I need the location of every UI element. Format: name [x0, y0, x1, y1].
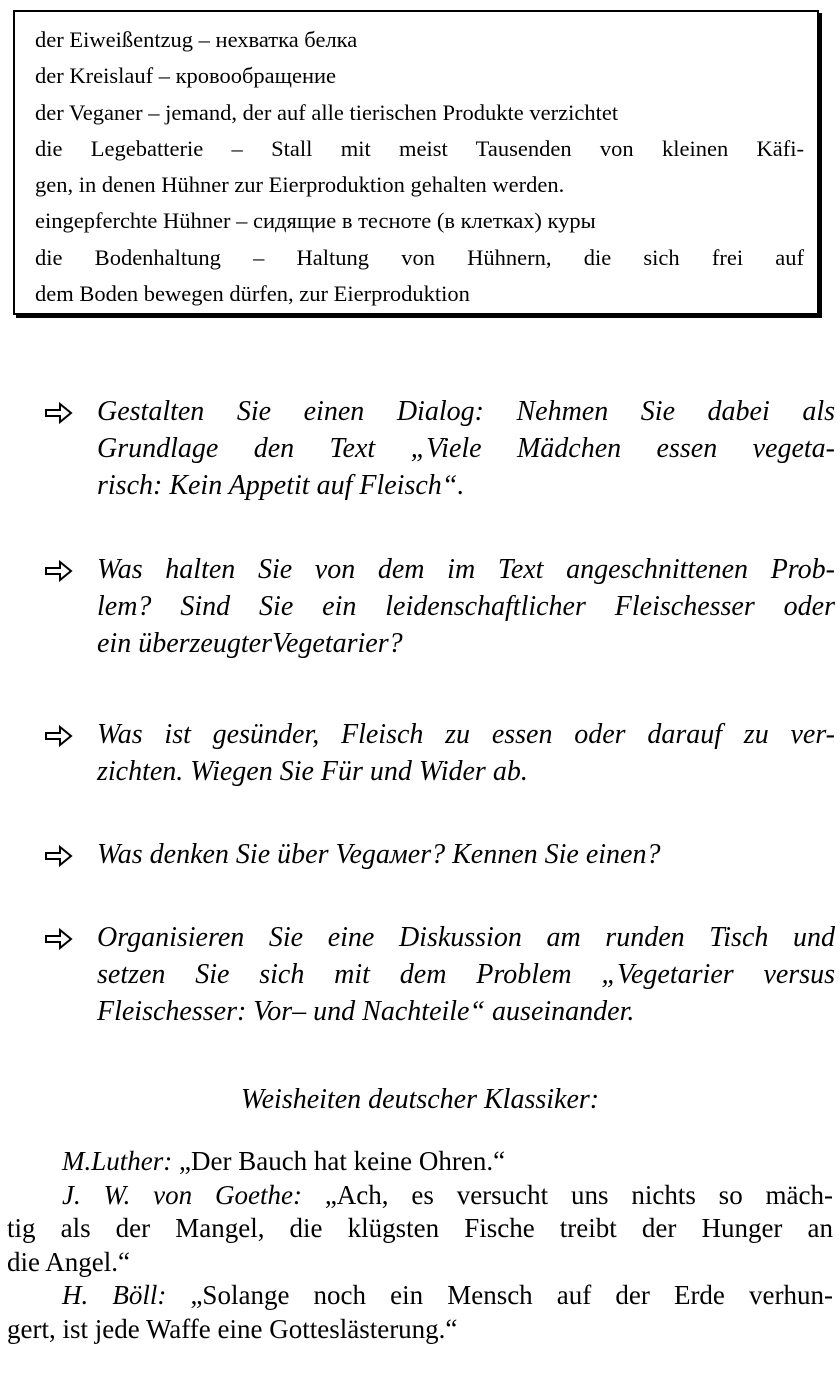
quotes-title: Weisheiten deutscher Klassiker:: [240, 1084, 600, 1115]
glossary-line: die Bodenhaltung – Haltung von Hühnern, die sich frei auf: [35, 244, 804, 270]
task-line: zichten. Wiegen Sie Für und Wider ab.: [97, 756, 528, 787]
quote-author: M.Luther:: [62, 1146, 173, 1176]
task-line: Was ist gesünder, Fleisch zu essen oder darauf zu ver-: [97, 719, 835, 750]
glossary-line: der Kreislauf – кровообращение: [35, 63, 337, 89]
quote-line: [7, 1179, 833, 1213]
task-text: [97, 716, 835, 790]
task-line: Was halten Sie von dem im Text angeschnittenen Prob-: [97, 554, 835, 585]
task-text: [97, 836, 835, 873]
glossary-box: [13, 10, 819, 315]
task-line: ein überzeugterVegetarier?: [97, 628, 403, 659]
quote-line: tig als der Mangel, die klügsten Fische treibt der Hunger an: [7, 1213, 833, 1243]
glossary-line: die Legebatterie – Stall mit meist Tausenden von kleinen Käfi-: [35, 135, 804, 161]
hollow-right-arrow-icon: [44, 401, 74, 425]
quote-line: die Angel.“: [7, 1246, 130, 1277]
quote-line: [7, 1279, 833, 1313]
hollow-right-arrow-icon: [44, 844, 74, 868]
task-line: Fleischesser: Vor– und Nachteile“ auseinander.: [97, 996, 635, 1027]
quote-text: „Solange noch ein Mensch auf der Erde verhun-: [190, 1280, 833, 1310]
task-text: [97, 393, 835, 504]
task-line: Gestalten Sie einen Dialog: Nehmen Sie dabei als: [97, 396, 835, 427]
task-text: [97, 919, 835, 1030]
quote-text: „Der Bauch hat keine Ohren.“: [179, 1146, 506, 1176]
quote-text: „Ach, es versucht uns nichts so mäch-: [324, 1179, 833, 1210]
task-line: Grundlage den Text „Viele Mädchen essen vegeta-: [97, 433, 835, 464]
hollow-right-arrow-icon: [44, 724, 74, 748]
glossary-line: gen, in denen Hühner zur Eierproduktion gehalten werden.: [35, 172, 565, 198]
hollow-right-arrow-icon: [44, 927, 74, 951]
quotes-section: [7, 1145, 833, 1346]
task-line: risch: Kein Appetit auf Fleisch“.: [97, 470, 465, 501]
task-line: lem? Sind Sie ein leidenschaftlicher Fleischesser oder: [97, 591, 835, 622]
task-text: [97, 551, 835, 662]
glossary-line: der Eiweißentzug – нехватка белка: [35, 27, 358, 52]
task-line: Was denken Sie über Vegaмer? Kennen Sie einen?: [97, 839, 661, 870]
glossary-line: eingepferchte Hühner – сидящие в тесноте (в клетках) куры: [35, 208, 596, 234]
quote-author: J. W. von Goethe:: [62, 1179, 302, 1210]
task-line: setzen Sie sich mit dem Problem „Vegetarier versus: [97, 959, 835, 990]
hollow-right-arrow-icon: [44, 559, 74, 583]
quote-author: H. Böll:: [62, 1280, 167, 1310]
quote-line: gert, ist jede Waffe eine Gotteslästerung.“: [7, 1313, 458, 1344]
glossary-line: der Veganer – jemand, der auf alle tierischen Produkte verzichtet: [35, 99, 619, 125]
task-line: Organisieren Sie eine Diskussion am runden Tisch und: [97, 922, 835, 953]
glossary-line: dem Boden bewegen dürfen, zur Eierproduktion: [35, 281, 470, 307]
quote-line: [7, 1145, 833, 1179]
